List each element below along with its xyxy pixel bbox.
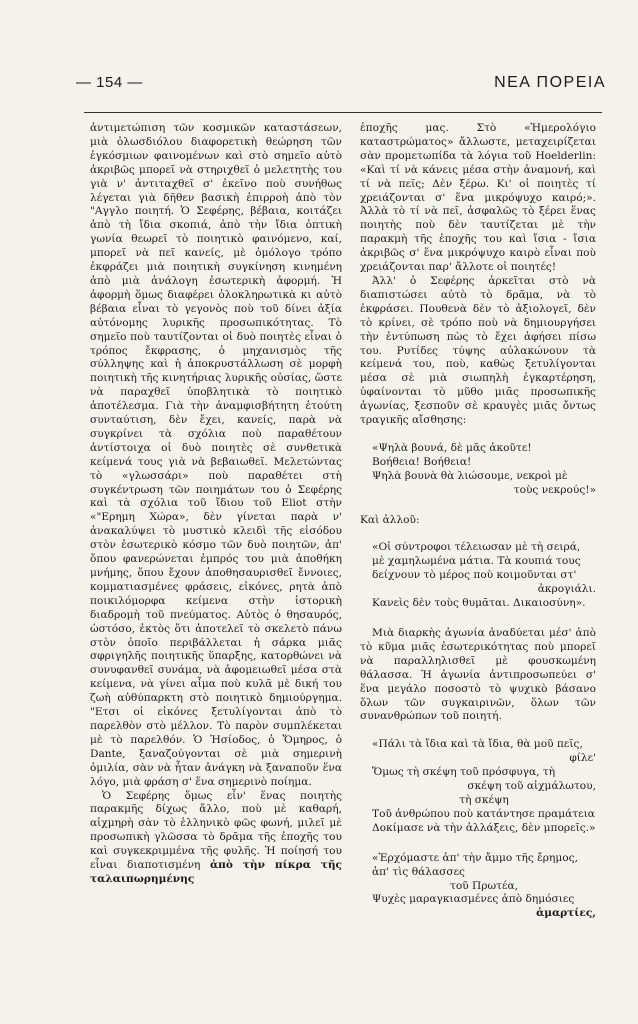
quote-line: Ψυχὲς μαραγκιασμένες ἀπὸ δημόσιες: [372, 893, 575, 906]
quote-line: «Οἱ σύντροφοι τέλειωσαν μὲ τὴ σειρά,: [372, 541, 581, 554]
quote-line: τὴ σκέψη: [459, 793, 509, 806]
quote-line: μὲ χαμηλωμένα μάτια. Τὰ κουπιά τους: [372, 555, 581, 568]
page-header: [76, 74, 606, 98]
quote-line: Δοκίμασε νὰ τὴν ἀλλάξεις, δὲν μπορεῖς.»: [372, 821, 596, 834]
right-paragraph-3: Μιὰ διαρκὴς ἀγωνία ἀναδύεται μέσ' ἀπὸ τὸ κῦμα μιᾶς ἐσωτερικότητας ποὺ μπορεῖ νὰ παραλληλισθεῖ μὲ φουσκωμένη θάλασσα. Ἡ ἀγωνία ἀντιπροσωπεύει σ' ἕνα μεγάλο ποσοστὸ τὸ ψυχικὸ βάσανο ὅλων τῶν συγκαιρινῶν, ὅλων τῶν συνανθρώπων τοῦ ποιητή.: [360, 627, 596, 723]
right-paragraph-1: ἐποχῆς μας. Στὸ «Ἡμερολόγιο καταστρώματος» ἄλλωστε, μεταχειρίζεται σὰν προμετωπίδα τὰ λόγια τοῦ Hoelderlin: «Καὶ τί νὰ κάνεις μέσα στὴν ἀναμονή, καὶ τί νὰ πεῖς; Δὲν ξέρω. Κι' οἱ ποιητὲς τί χρειάζονται σ' ἕνα μικρόψυχο καιρό;». Ἀλλὰ τὸ τί νὰ πεῖ, ἀσφαλῶς τὸ ξέρει ἕνας ποιητὴς ποὺ δὲν ταυτίζεται μὲ τὴν παρακμὴ τῆς ἐποχῆς του καὶ ἴσια - ἴσια ἀκριβῶς σ' ἕνα μικρόψυχο καιρὸ εἶναι ποὺ χρειάζονται παρ' ἄλλοτε οἱ ποιητές!: [360, 122, 596, 274]
and-elsewhere-label: Καὶ ἀλλοῦ:: [360, 513, 420, 526]
quote-line: «Ψηλὰ βουνά, δὲ μᾶς ἀκοῦτε!: [372, 441, 532, 454]
quote-line: τοὺς νεκρούς!»: [513, 483, 596, 496]
quote-line: τοῦ Πρωτέα,: [449, 879, 519, 892]
left-paragraph-2: [90, 790, 342, 887]
left-paragraph-1: ἀντιμετώπιση τῶν κοσμικῶν καταστάσεων, μιὰ ὁλωσδιόλου διαφορετικὴ θεώρηση τῶν ἐγκόσμιων φαινομένων καὶ στὸ σημεῖο αὐτὸ ἀκριβῶς μπορεῖ νὰ στηριχθεῖ ὁ μελετητὴς του γιὰ ν' ἀντιταχθεῖ σ' ἐκεῖνο ποὺ συνήθως λέγεται γιὰ δῆθεν βασικὴ ἐπιρροὴ ἀπὸ τὸν "Αγγλο ποιητή. Ὁ Σεφέρης, βέβαια, κοιτάζει ἀπὸ τὴ ἴδια σκοπιά, ἀπὸ τὴν ἴδια ὀπτικὴ γωνία θεωρεῖ τὸ ποιητικὸ φαινόμενο, καί, μπορεῖ νὰ πεῖ κανείς, μὲ ὁμόλογο τρόπο ἐκφράζει μιὰ ποιητικὴ συγκίνηση κινημένη ἀπὸ μιὰ ἀνάλογη ἐσωτερικὴ ἀφορμή. Ἡ ἀφορμὴ ὅμως διαφέρει ὁλοκληρωτικὰ κι αὐτὸ βέβαια εἶναι τὸ γεγονὸς ποὺ τοῦ δίνει ἀξία αὐτόνομης λυρικῆς προσωπικότητας. Τὸ σημεῖο ποὺ ταυτίζονται οἱ δυὸ ποιητὲς εἶναι ὁ τρόπος ἔκφρασης, ὁ μηχανισμὸς τῆς σύλληψης καὶ ἡ ἀποκρυστάλλωση σὲ μορφὴ ποιητικὴ τῆς κινητήριας λυρικῆς οὐσίας, ὥστε νὰ παραχθεῖ ὑποβλητικὰ τὸ ποιητικὸ ἀποτέλεσμα. Γιὰ τὴν ἀναμφισβήτητη ἐτούτη συνταύτιση, δὲν ἔχει, κανείς, παρὰ νὰ συγκρίνει τὰ σχόλια ποὺ παραθέτουν ἀντίστοιχα οἱ δυὸ ποιητὲς σὲ συνθετικὰ κείμενά τους γιὰ νὰ βεβαιωθεῖ. Μελετώντας τὸ «γλωσσάρι» ποὺ παραθέτει στὴ συγκέντρωση τῶν ποιημάτων του ὁ Σεφέρης καὶ τὰ σχόλια τοῦ ἴδιου τοῦ Eliot στὴν «"Ερημη Χώρα», δὲν γίνεται παρὰ ν' ἀνακαλύψει τὸ μυστικὸ κλειδὶ τῆς εἰσόδου στὸν ἐσωτερικὸ κόσμο τῶν δυὸ ποιητῶν, ἀπ' ὅπου φανερώνεται ἐμπρός του μιὰ ἀποθήκη μνήμης, ὅπου ἔχουν ἀποθησαυρισθεῖ ἔννοιες, κομματιασμένες φράσεις, εἰκόνες, ρητὰ ἀπὸ ποικιλόμορφα κείμενα στὴν ἱστορικὴ διαδρομὴ τοῦ πνεύματος. Αὐτὸς ὁ θησαυρός, ὡστόσο, ἐκτὸς ὅτι ἀποτελεῖ τὸ σκελετὸ πάνω στὸν ὁποῖο περιβάλλεται ἡ σάρκα μιᾶς σφριγηλῆς ποιητικῆς ὕπαρξης, κατορθώνει νὰ συνυφανθεῖ συνάμα, νὰ ἀφομειωθεῖ μέσα στὰ κείμενα, νὰ γίνει αἷμα ποὺ κυλᾶ μὲ δική του ζωὴ αὐθύπαρκτη στὸ ποιητικὸ δημιούργημα. "Ετσι οἱ εἰκόνες ξετυλίγονται ἀπὸ τὸ παρελθὸν στὸ μέλλον. Τὸ παρὸν συμπλέκεται μὲ τὸ παρελθόν. Ὁ Ἡσίοδος, ὁ Ὅμηρος, ὁ Dante, ξαναζούγονται σὲ μιὰ σημερινὴ ὁμιλία, σὰν νὰ ἦταν ἀνάγκη νὰ ξαναποῦν ἕνα λόγο, μιὰ φράση σ' ἕνα σημερινὸ ποίημα.: [90, 122, 342, 788]
quote-line: δείχνουν τὸ μέρος ποὺ κοιμοῦνται στ': [372, 569, 577, 582]
quote-line: σκέψη τοῦ αἰχμάλωτου,: [467, 780, 596, 793]
poem-quote-2: [372, 541, 596, 611]
page-number: — 154 —: [76, 74, 143, 91]
quote-line: «Ἐρχόμαστε ἀπ' τὴν ἄμμο τῆς ἔρημος, ἀπ' τὶς θάλασσες: [372, 851, 578, 878]
quote-line: ἀκρογιάλι.: [537, 583, 596, 596]
journal-title: ΝΕΑ ΠΟΡΕΙΑ: [494, 74, 606, 91]
quote-line: Τοῦ ἀνθρώπου ποὺ κατάντησε πραμάτεια: [372, 807, 595, 820]
poem-quote-3: [372, 738, 596, 835]
quote-line: Ψηλὰ βουνὰ θὰ λιώσουμε, νεκροὶ μὲ: [372, 469, 568, 482]
quote-line: «Πάλι τὰ ἴδια καὶ τὰ ἴδια, θὰ μοῦ πεῖς,: [372, 738, 583, 751]
quote-line: Κανεὶς δὲν τοὺς θυμᾶται. Δικαιοσύνη».: [372, 597, 586, 610]
left-column: [90, 122, 342, 887]
header-rule: [84, 112, 602, 113]
right-paragraph-2: Ἀλλ' ὁ Σεφέρης ἀρκεῖται στὸ νὰ διαπιστώσει αὐτὸ τὸ δρᾶμα, νὰ τὸ ἐκφράσει. Πουθενὰ δὲν τὸ ἀξιολογεῖ, δὲν τὸ κρίνει, σὲ τρόπο ποὺ νὰ δημιουργήσει τὴν ἐντύπωση πὼς τὸ ἔχει ἀφήσει πίσω του. Ρυτίδες τύψης αὐλακώνουν τὰ κείμενά του, ποὺ, καθὼς ξετυλίγονται μέσα σὲ μιὰ σιωπηλὴ ἐγκαρτέρηση, ὑφαίνονται τὸ μῦθο μιᾶς προσωπικῆς ἀγωνίας, ξεσποῦν σὲ κραυγὲς μιᾶς ὄντως τραγικῆς αἴσθησης:: [360, 274, 596, 427]
quote-line: Βοήθεια! Βοήθεια!: [372, 455, 472, 468]
poem-quote-1: [372, 442, 596, 498]
left-paragraph-2-text: Ὁ Σεφέρης ὅμως εἶν' ἕνας ποιητὴς παρακμῆς δίχως ἄλλο, ποὺ μὲ καθαρή, αἰχμηρὴ σὰν τὸ ἑλληνικὸ φῶς φωνή, μιλεῖ μὲ προσωπικὴ γλῶσσα τὸ δρᾶμα τῆς ἐποχῆς του καὶ συγκεκριμμένα τῆς φυλῆς. Ἡ ποίησή του εἶναι διαποτισμένη: [90, 789, 342, 872]
quote-line-bold: ἁμαρτίες,: [536, 907, 596, 920]
quote-line: φίλε': [569, 752, 596, 765]
poem-quote-4: [372, 852, 596, 922]
left-paragraph-2-bold: ἀπὸ τὴν πίκρα τῆς ταλαιπωρημένης: [90, 859, 342, 885]
quote-line: [372, 907, 596, 921]
right-column: [360, 122, 596, 937]
quote-line: Ὅμως τὴ σκέψη τοῦ πρόσφυγα, τὴ: [372, 766, 556, 779]
